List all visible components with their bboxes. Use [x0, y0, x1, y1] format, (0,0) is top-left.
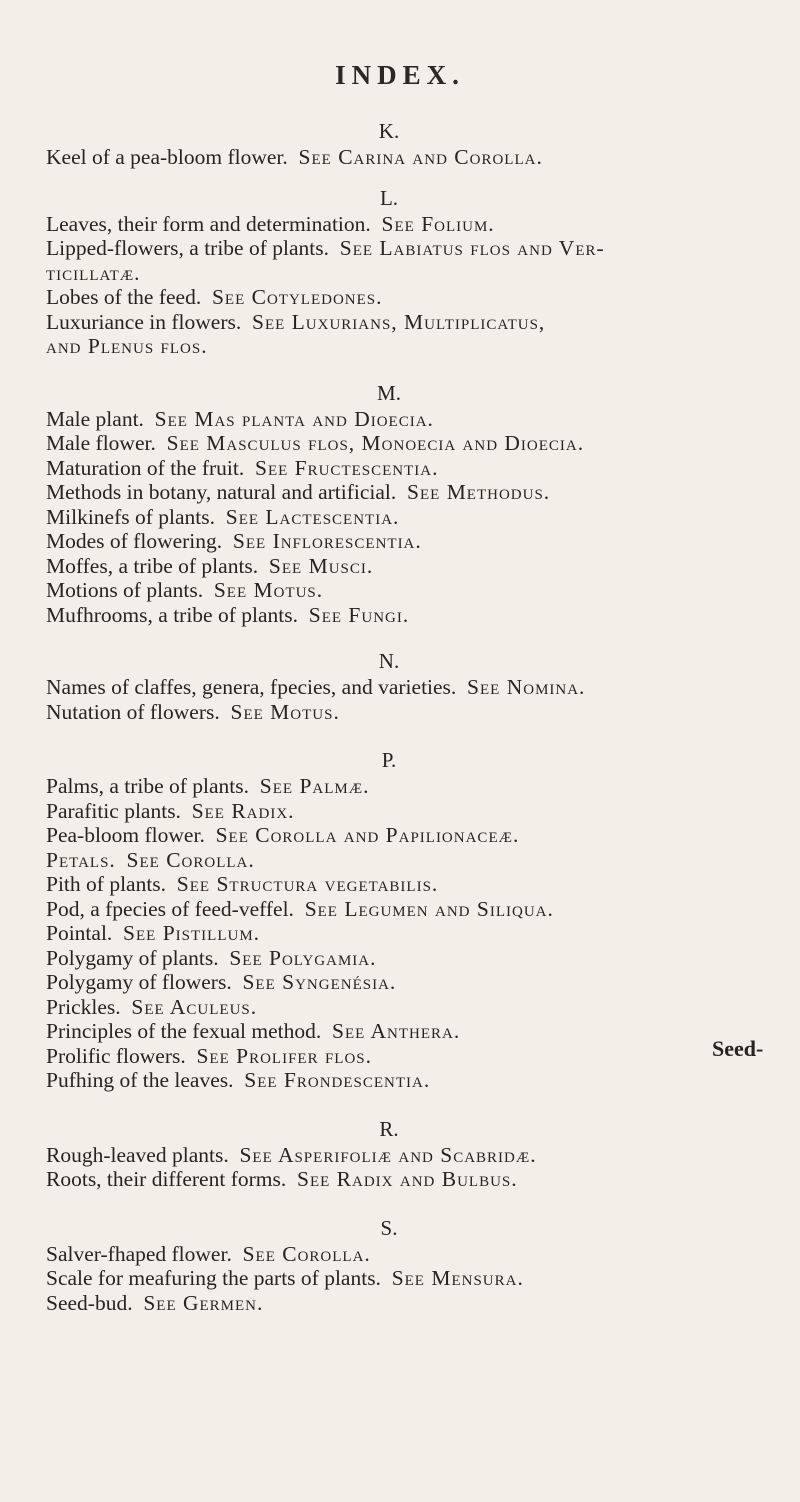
index-entry: [46, 1044, 766, 1069]
index-entry: [46, 970, 766, 995]
index-entry: [46, 529, 766, 554]
entry-reference: See Inflorescentia.: [232, 529, 422, 553]
entry-term: Pufhing of the leaves.: [46, 1068, 234, 1092]
index-content: [46, 117, 766, 1315]
entry-reference: See Fungi.: [308, 602, 410, 627]
entry-term: Rough-leaved plants.: [46, 1142, 229, 1167]
entry-reference: See Motus.: [213, 578, 324, 602]
index-entry: [46, 675, 766, 700]
entry-reference: See Structura vegetabilis.: [176, 872, 439, 896]
entry-reference: See Labiatus flos and Ver-: [339, 236, 605, 260]
section-letter: M.: [377, 380, 401, 405]
entry-reference: See Lactescentia.: [225, 504, 400, 529]
index-entry: [46, 407, 766, 432]
index-entry: [46, 921, 766, 946]
section-letter: N.: [378, 649, 400, 673]
entry-reference: See Masculus flos, Monoecia and Dioecia.: [166, 431, 585, 455]
entry-reference-cont: and Plenus flos.: [46, 334, 208, 358]
entry-reference: See Syngenésia.: [242, 970, 397, 994]
index-entry: [46, 236, 766, 261]
entry-reference: See Palmæ.: [259, 774, 370, 798]
entry-reference: See Musci.: [268, 553, 374, 578]
index-entry: [46, 1019, 766, 1044]
index-entry: [46, 872, 766, 897]
entry-term: Pointal.: [46, 921, 113, 945]
entry-term: Moffes, a tribe of plants.: [46, 553, 259, 578]
entry-term: Roots, their different forms.: [46, 1167, 287, 1191]
entry-reference: See Asperifoliæ and Scabridæ.: [239, 1142, 537, 1167]
entry-reference: See Frondescentia.: [244, 1068, 431, 1092]
index-entry-continuation: [46, 261, 766, 286]
entry-term: Leaves, their form and determination.: [46, 211, 371, 236]
index-entry: [46, 946, 766, 971]
index-entry: [46, 554, 766, 579]
index-entry: [46, 578, 766, 603]
section-r: [46, 1115, 766, 1192]
entry-reference: See Methodus.: [407, 480, 551, 504]
index-entry: [46, 145, 766, 170]
index-entry: [46, 1167, 766, 1192]
section-n: [46, 647, 766, 724]
index-entry: [46, 285, 766, 310]
index-entry: [46, 995, 766, 1020]
entry-term: Parafitic plants.: [46, 798, 181, 823]
section-letter: R.: [379, 1116, 399, 1141]
section-letter: K.: [378, 119, 400, 143]
index-entry: [46, 456, 766, 481]
entry-reference: See Mensura.: [391, 1266, 524, 1290]
index-entry: [46, 774, 766, 799]
entry-reference: See Prolifer flos.: [196, 1043, 373, 1068]
entry-reference-cont: ticillatæ.: [46, 260, 141, 285]
entry-reference: See Folium.: [381, 211, 495, 236]
index-entry: [46, 480, 766, 505]
index-entry: [46, 1143, 766, 1168]
entry-reference: See Corolla.: [126, 847, 255, 872]
entry-term: Male flower.: [46, 431, 156, 455]
entry-term: Salver-fhaped flower.: [46, 1241, 232, 1266]
entry-term: Lobes of the feed.: [46, 285, 202, 309]
entry-reference: See Luxurians, Multiplicatus,: [251, 309, 546, 334]
entry-term: Male plant.: [46, 406, 144, 431]
entry-term: Lipped-flowers, a tribe of plants.: [46, 236, 329, 260]
entry-reference: See Radix and Bulbus.: [297, 1167, 518, 1191]
entry-reference: See Germen.: [143, 1290, 264, 1315]
section-p: [46, 746, 766, 1093]
entry-term: Modes of flowering.: [46, 529, 223, 553]
section-k: [46, 117, 766, 170]
catchword: Seed-: [712, 1036, 764, 1061]
entry-term: Maturation of the fruit.: [46, 455, 245, 480]
entry-term: Palms, a tribe of plants.: [46, 774, 250, 798]
entry-reference: See Cotyledones.: [211, 285, 383, 309]
index-entry: [46, 1242, 766, 1267]
section-s: [46, 1214, 766, 1316]
index-entry: [46, 212, 766, 237]
section-l: [46, 184, 766, 359]
entry-reference: See Nomina.: [467, 675, 586, 699]
entry-term: Mufhrooms, a tribe of plants.: [46, 602, 298, 627]
section-letter: P.: [381, 748, 397, 772]
section-m: [46, 379, 766, 628]
section-letter: S.: [380, 1215, 398, 1240]
index-entry: [46, 848, 766, 873]
page-title: INDEX.: [335, 60, 465, 90]
entry-reference: See Anthera.: [332, 1019, 461, 1043]
entry-reference: See Radix.: [191, 798, 295, 823]
entry-term: Scale for meafuring the parts of plants.: [46, 1266, 381, 1290]
entry-reference: See Aculeus.: [131, 994, 258, 1019]
entry-term: Pea-bloom flower.: [46, 823, 205, 847]
entry-reference: See Legumen and Siliqua.: [304, 896, 554, 921]
entry-term: Pod, a fpecies of feed-veffel.: [46, 896, 294, 921]
index-entry: [46, 431, 766, 456]
index-entry: [46, 505, 766, 530]
entry-term: Milkinefs of plants.: [46, 504, 215, 529]
entry-term: Prickles.: [46, 994, 121, 1019]
entry-term: Polygamy of flowers.: [46, 970, 232, 994]
index-entry: [46, 603, 766, 628]
index-entry: [46, 823, 766, 848]
entry-reference: See Polygamia.: [229, 945, 377, 970]
entry-reference: See Fructescentia.: [254, 455, 439, 480]
index-entry-continuation: [46, 334, 766, 359]
entry-term: Nutation of flowers.: [46, 699, 220, 724]
entry-term: Prolific flowers.: [46, 1043, 186, 1068]
index-entry: [46, 1068, 766, 1093]
index-entry: [46, 799, 766, 824]
entry-reference: See Carina and Corolla.: [298, 145, 543, 169]
index-entry: [46, 897, 766, 922]
entry-term: Pith of plants.: [46, 872, 167, 896]
index-entry: [46, 1291, 766, 1316]
index-entry: [46, 1266, 766, 1291]
entry-reference: See Corolla and Papilionaceæ.: [215, 823, 520, 847]
index-entry: [46, 700, 766, 725]
entry-reference: See Corolla.: [242, 1241, 371, 1266]
section-letter: L.: [379, 185, 399, 210]
entry-reference: See Motus.: [230, 699, 340, 724]
entry-reference: See Pistillum.: [123, 921, 261, 945]
entry-term: Names of claffes, genera, fpecies, and varieties.: [46, 675, 457, 699]
entry-term: Keel of a pea-bloom flower.: [46, 145, 288, 169]
entry-term: Seed-bud.: [46, 1290, 133, 1315]
entry-reference: See Mas planta and Dioecia.: [154, 406, 434, 431]
entry-term: Luxuriance in flowers.: [46, 309, 242, 334]
entry-term: Petals.: [46, 847, 116, 872]
entry-term: Principles of the fexual method.: [46, 1019, 322, 1043]
index-entry: [46, 310, 766, 335]
entry-term: Polygamy of plants.: [46, 945, 219, 970]
entry-term: Motions of plants.: [46, 578, 204, 602]
entry-term: Methods in botany, natural and artificial.: [46, 480, 397, 504]
